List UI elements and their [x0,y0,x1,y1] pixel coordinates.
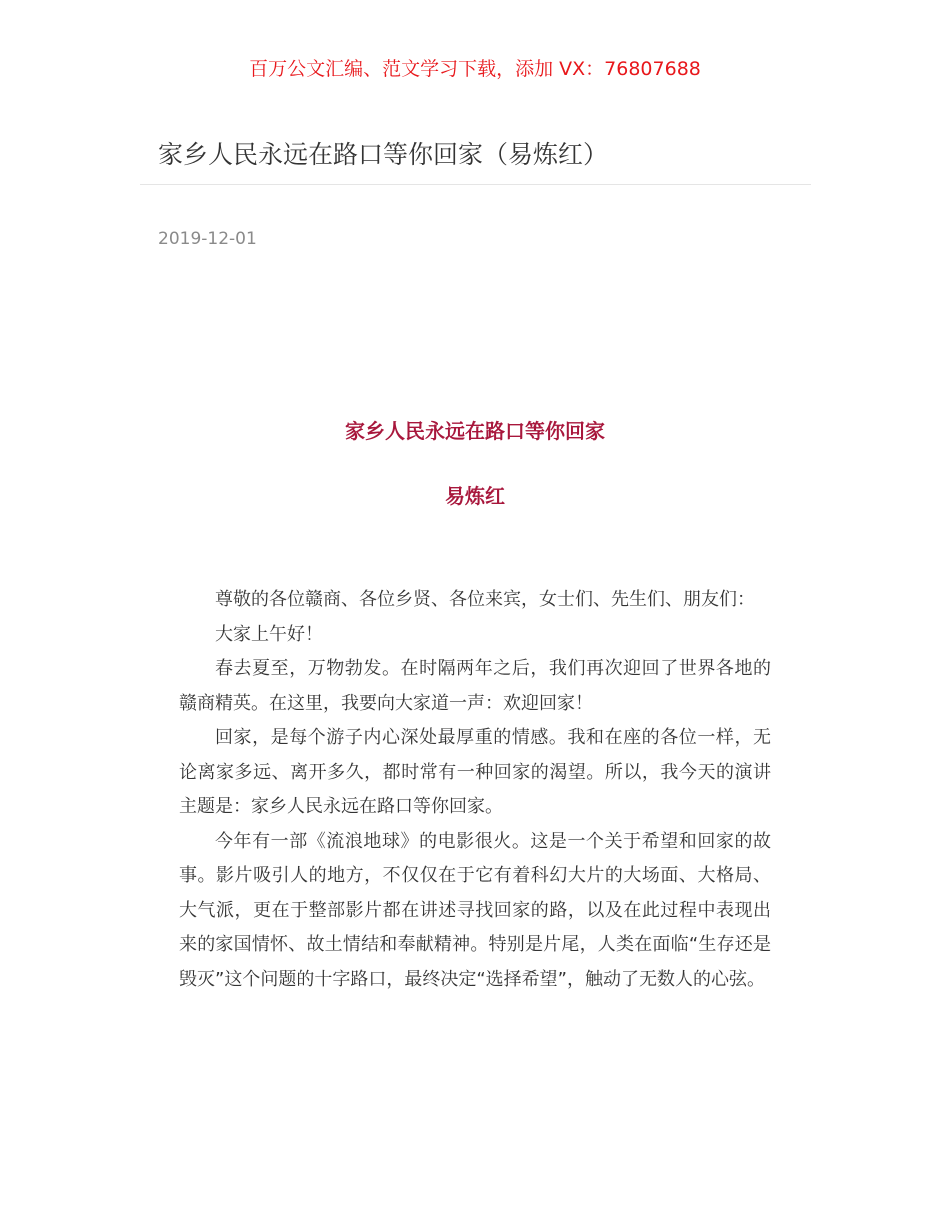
title-divider [140,184,811,185]
paragraph-film: 今年有一部《流浪地球》的电影很火。这是一个关于希望和回家的故事。影片吸引人的地方，不仅仅在于它有着科幻大片的大场面、大格局、大气派，更在于整部影片都在讲述寻找回家的路，以及在此过程中表现出来的家国情怀、故土情结和奉献精神。特别是片尾，人类在面临“生存还是毁灭”这个问题的十字路口，最终决定“选择希望”，触动了无数人的心弦。 [179,830,771,990]
paragraph-greeting: 大家上午好！ [215,623,323,645]
paragraph-salutation: 尊敬的各位赣商、各位乡贤、各位来宾，女士们、先生们、朋友们： [215,589,755,610]
promo-banner: 百万公文汇编、范文学习下载，添加 VX：76807688 [249,58,701,80]
article-body [179,583,771,997]
speech-author: 易炼红 [445,484,505,508]
paragraph-theme: 回家，是每个游子内心深处最厚重的情感。我和在座的各位一样，无论离家多远、离开多久，都时常有一种回家的渴望。所以，我今天的演讲主题是：家乡人民永远在路口等你回家。 [179,727,771,817]
speech-title: 家乡人民永远在路口等你回家 [345,419,605,443]
paragraph-welcome: 春去夏至，万物勃发。在时隔两年之后，我们再次迎回了世界各地的赣商精英。在这里，我要向大家道一声：欢迎回家！ [179,658,771,714]
publish-date: 2019-12-01 [158,229,257,249]
page-title: 家乡人民永远在路口等你回家（易炼红） [158,140,609,169]
